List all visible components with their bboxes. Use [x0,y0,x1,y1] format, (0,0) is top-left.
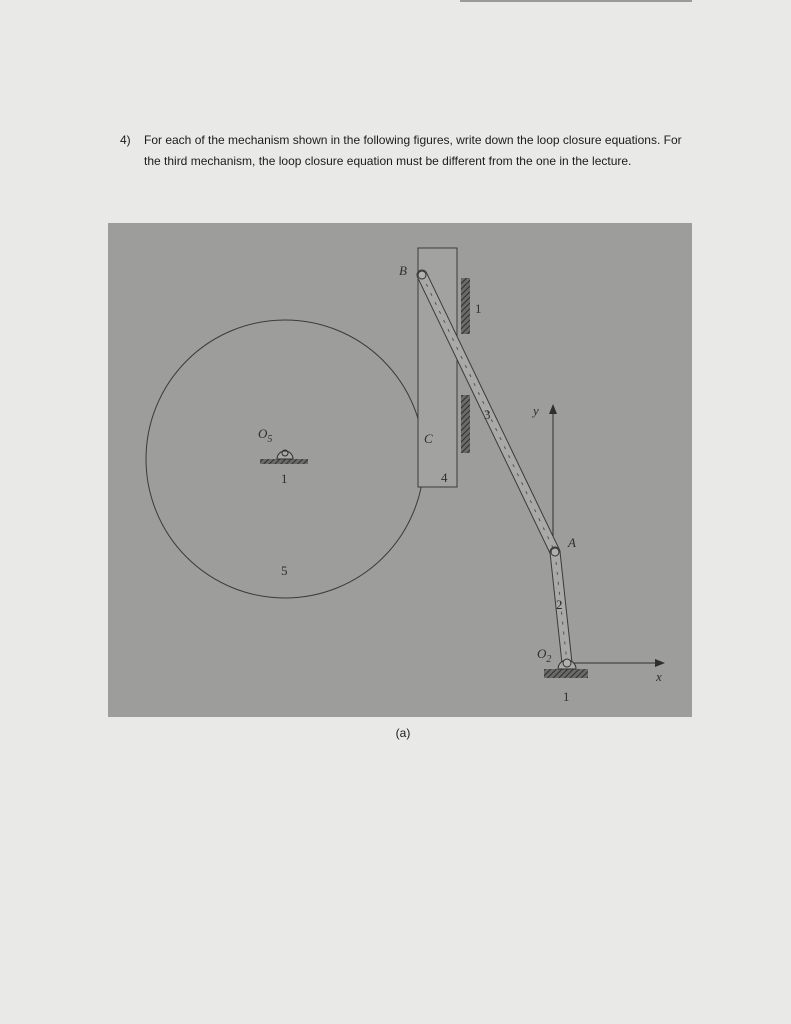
question-text: For each of the mechanism shown in the following figures, write down the loop closure equations. For the third mechanism, the loop closure equation must be different from the one in the lecture. [144,133,682,168]
joint-o2 [563,659,571,667]
mechanism-figure [108,223,692,717]
label-b: B [399,263,407,278]
question-4 [120,130,700,172]
joint-a [551,548,559,556]
question-number: 4) [120,133,131,147]
ground-hatch-o5 [260,459,308,464]
label-o5: $O_5$ [258,426,273,445]
label-link-2: 2 [556,597,563,612]
label-link-4: 4 [441,470,448,485]
label-y: y [533,403,539,418]
label-c: C [424,431,433,446]
label-o2: $O_2$ [537,646,552,665]
label-link-1-center: 1 [281,471,288,486]
figure-caption: (a) [395,726,411,740]
label-link-1-top: 1 [475,301,482,316]
ground-hatch-o2 [544,669,588,678]
label-x: x [656,669,662,684]
label-link-5: 5 [281,563,288,578]
page-edge-line [460,0,692,2]
ground-guide-lower [461,395,470,453]
ground-guide-upper [461,278,470,334]
label-link-1-ground: 1 [563,689,570,704]
mechanism-diagram [108,223,692,717]
label-a: A [568,535,576,550]
label-link-3: 3 [484,407,491,422]
figure-background [108,223,692,717]
joint-b [418,271,426,279]
